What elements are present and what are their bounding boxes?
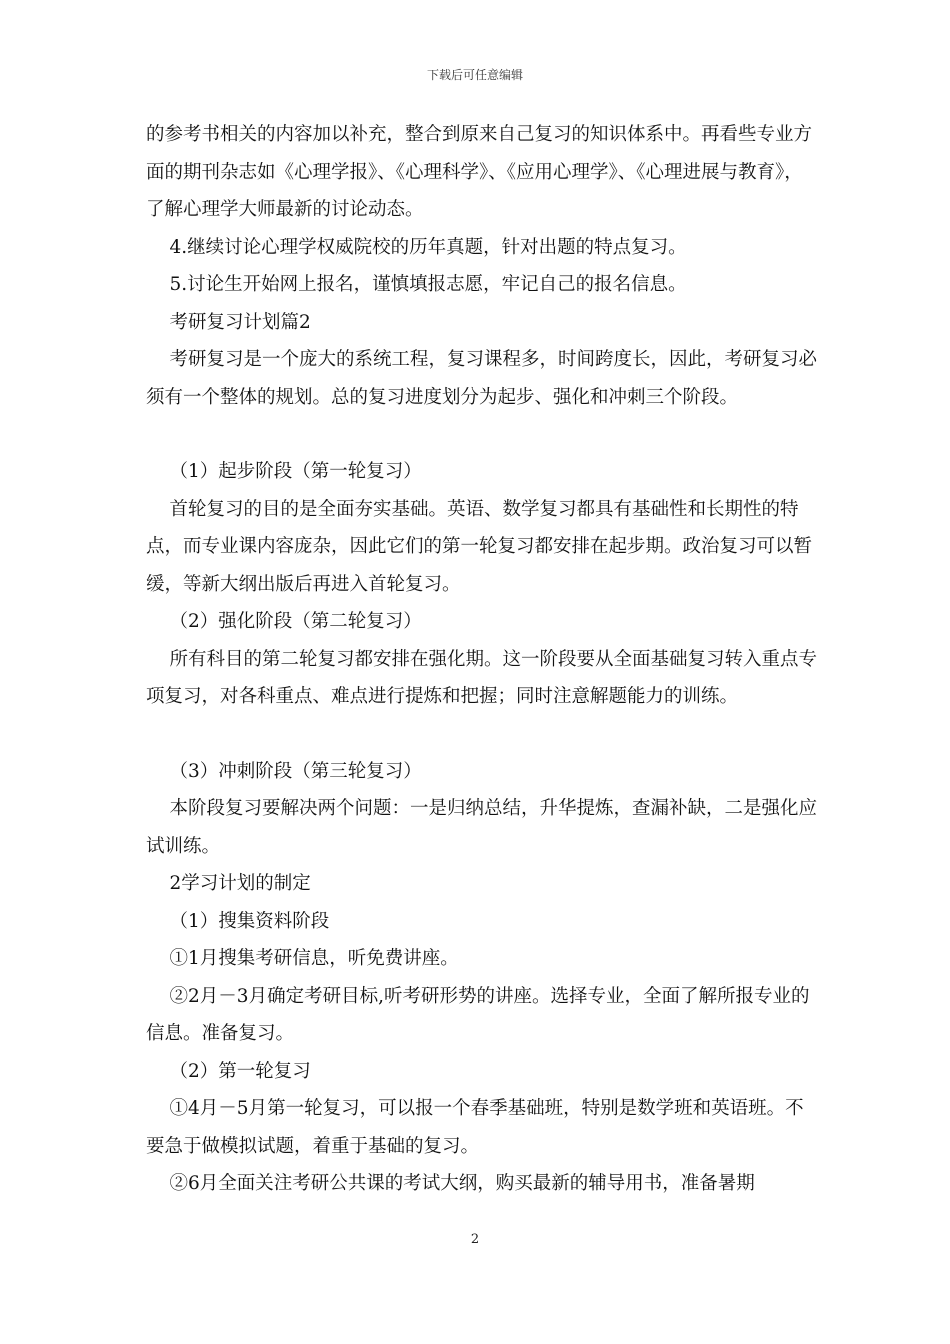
section-heading: （1）搜集资料阶段 (146, 910, 330, 932)
section-heading: 2学习计划的制定 (146, 873, 311, 894)
paragraph: 4.继续讨论心理学权威院校的历年真题，针对出题的特点复习。 (146, 236, 687, 258)
list-item: ②6月全面关注考研公共课的考试大纲，购买最新的辅导用书，准备暑期 (146, 1173, 755, 1194)
paragraph: 的参考书相关的内容加以补充，整合到原来自己复习的知识体系中。再看些专业方面的期刊杂志如《心理学报》、《心理科学》、《应用心理学》、《心理进展与教育》，了解心理学大师最新的讨论动态。 (146, 124, 813, 220)
document-body (146, 116, 818, 1203)
list-item: ①4月－5月第一轮复习，可以报一个春季基础班，特别是数学班和英语班。不要急于做模拟试题，着重于基础的复习。 (146, 1098, 804, 1157)
section-heading: （2）强化阶段（第二轮复习） (146, 611, 422, 632)
paragraph: 首轮复习的目的是全面夯实基础。英语、数学复习都具有基础性和长期性的特点，而专业课内容庞杂，因此它们的第一轮复习都安排在起步期。政治复习可以暂缓，等新大纲出版后再进入首轮复习。 (146, 498, 813, 595)
page-number: 2 (470, 1232, 480, 1247)
section-heading: （2）第一轮复习 (146, 1060, 311, 1082)
paragraph: 所有科目的第二轮复习都安排在强化期。这一阶段要从全面基础复习转入重点专项复习，对各科重点、难点进行提炼和把握；同时注意解题能力的训练。 (146, 648, 818, 707)
paragraph-spacer (146, 716, 818, 753)
paragraph: 考研复习是一个庞大的系统工程，复习课程多，时间跨度长，因此，考研复习必须有一个整体的规划。总的复习进度划分为起步、强化和冲刺三个阶段。 (146, 349, 818, 408)
page-header: 下载后可任意编辑 (426, 68, 523, 82)
section-heading: （1）起步阶段（第一轮复习） (146, 461, 422, 482)
list-item: ①1月搜集考研信息，听免费讲座。 (146, 948, 459, 969)
list-item: ②2月－3月确定考研目标,听考研形势的讲座。选择专业，全面了解所报专业的信息。准备复习。 (146, 985, 810, 1044)
section-heading: （3）冲刺阶段（第三轮复习） (146, 760, 422, 782)
paragraph: 5.讨论生开始网上报名，谨慎填报志愿，牢记自己的报名信息。 (146, 274, 687, 295)
paragraph-spacer (146, 416, 818, 453)
paragraph: 本阶段复习要解决两个问题：一是归纳总结，升华提炼，查漏补缺，二是强化应试训练。 (146, 798, 818, 857)
section-heading: 考研复习计划篇2 (146, 311, 311, 333)
